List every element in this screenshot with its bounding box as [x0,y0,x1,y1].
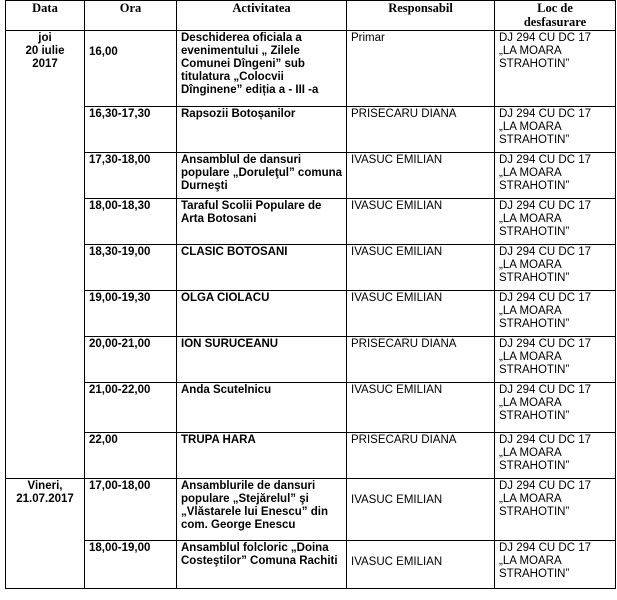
schedule-table [5,0,616,589]
table-row [6,337,616,383]
responsible-cell: IVASUC EMILIAN [347,383,495,433]
activity-cell: CLASIC BOTOSANI [177,245,347,291]
ora-cell: 18,00-18,30 [85,199,177,245]
date-cell-day2 [6,479,85,589]
activity-cell: Taraful Scolii Populare de Arta Botosani [177,199,347,245]
location-cell: DJ 294 CU DC 17 „LA MOARA STRAHOTIN” [495,291,616,337]
location-cell: DJ 294 CU DC 17 „LA MOARA STRAHOTIN” [495,153,616,199]
table-row [6,107,616,153]
activity-cell: Deschiderea oficiala a evenimentului „ Zilele Comunei Dîngeni” sub titulatura „Colocvii Dînginene” ediția a - III -a [177,31,347,107]
responsible-text: IVASUC EMILIAN [351,494,443,506]
ora-cell: 18,30-19,00 [85,245,177,291]
responsible-cell: PRISECARU DIANA [347,337,495,383]
location-cell: DJ 294 CU DC 17 „LA MOARA STRAHOTIN” [495,199,616,245]
table-row [6,433,616,479]
header-data: Data [6,1,85,31]
location-cell: DJ 294 CU DC 17 „LA MOARA STRAHOTIN” [495,337,616,383]
ora-cell: 17,00-18,00 [85,479,177,541]
ora-cell: 21,00-22,00 [85,383,177,433]
responsible-cell: IVASUC EMILIAN [347,245,495,291]
responsible-cell: PRISECARU DIANA [347,433,495,479]
table-row [6,199,616,245]
location-cell: DJ 294 CU DC 17 „LA MOARA STRAHOTIN” [495,107,616,153]
activity-cell: Rapsozii Botoșanilor [177,107,347,153]
table-row [6,153,616,199]
location-cell: DJ 294 CU DC 17 „LA MOARA STRAHOTIN” [495,383,616,433]
responsible-cell: IVASUC EMILIAN [347,199,495,245]
header-loc-line2: desfasurare [523,15,587,29]
ora-cell: 18,00-19,00 [85,541,177,589]
ora-text: 16,00 [89,46,118,58]
activity-cell: Ansamblurile de dansuri populare „Stejărelul” şi „Vlăstarele lui Enescu” din com. George Enescu [177,479,347,541]
activity-cell: OLGA CIOLACU [177,291,347,337]
date-day1-line1: joi [38,32,52,44]
location-cell: DJ 294 CU DC 17 „LA MOARA STRAHOTIN” [495,245,616,291]
ora-cell [85,31,177,107]
table-row [6,541,616,589]
table-row [6,31,616,107]
responsible-cell: IVASUC EMILIAN [347,153,495,199]
responsible-cell [347,541,495,589]
responsible-cell: Primar [347,31,495,107]
responsible-cell [347,479,495,541]
header-activitatea: Activitatea [177,1,347,31]
responsible-cell: IVASUC EMILIAN [347,291,495,337]
location-cell: DJ 294 CU DC 17 „LA MOARA STRAHOTIN” [495,433,616,479]
header-loc-line1: Loc de [537,1,573,15]
activity-cell: Ansamblul folcloric „Doina Costeştilor” Comuna Rachiti [177,541,347,589]
date-day1-line3: 2017 [32,58,58,70]
ora-cell: 20,00-21,00 [85,337,177,383]
activity-cell: TRUPA HARA [177,433,347,479]
ora-cell: 16,30-17,30 [85,107,177,153]
activity-cell: ION SURUCEANU [177,337,347,383]
ora-cell: 17,30-18,00 [85,153,177,199]
activity-cell: Ansamblul de dansuri populare „Doruleţul” comuna Durneşti [177,153,347,199]
responsible-text: IVASUC EMILIAN [351,556,443,568]
header-loc [495,1,616,31]
date-cell-day1 [6,31,85,479]
ora-cell: 19,00-19,30 [85,291,177,337]
table-row [6,245,616,291]
ora-cell: 22,00 [85,433,177,479]
table-row [6,291,616,337]
date-day2-line2: 21.07.2017 [16,493,74,505]
date-day1-line2: 20 iulie [25,45,65,57]
schedule-wrapper [5,0,616,589]
location-cell: DJ 294 CU DC 17 „LA MOARA STRAHOTIN” [495,479,616,541]
date-day2-line1: Vineri, [27,480,63,492]
table-row [6,383,616,433]
location-cell: DJ 294 CU DC 17 „LA MOARA STRAHOTIN” [495,541,616,589]
header-responsabil: Responsabil [347,1,495,31]
header-row [6,1,616,31]
activity-cell: Anda Scutelnicu [177,383,347,433]
location-cell: DJ 294 CU DC 17 „LA MOARA STRAHOTIN” [495,31,616,107]
responsible-cell: PRISECARU DIANA [347,107,495,153]
table-row [6,479,616,541]
header-ora: Ora [85,1,177,31]
